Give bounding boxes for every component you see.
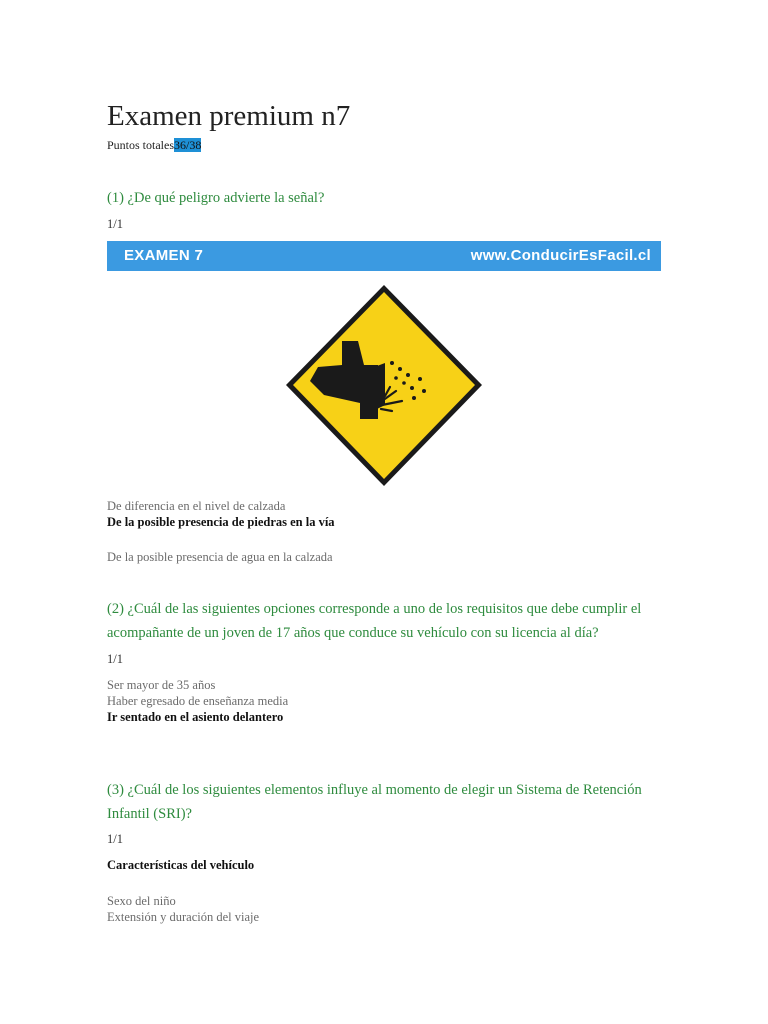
question-1-text: (1) ¿De qué peligro advierte la señal?: [107, 190, 325, 206]
question-3-option-1-selected[interactable]: Características del vehículo: [107, 858, 255, 872]
question-2-text: (2) ¿Cuál de las siguientes opciones corresponde a uno de los requisitos que debe cumplir el acompañante de un joven de 17 años que conduce su vehículo con su licencia al día?: [107, 601, 642, 641]
question-2-option-1[interactable]: Ser mayor de 35 años: [107, 678, 216, 692]
question-3-points: 1/1: [107, 832, 123, 846]
page-title: Examen premium n7: [107, 100, 351, 132]
exam-document: [107, 0, 667, 1024]
question-3-option-2[interactable]: Sexo del niño: [107, 894, 176, 908]
question-1-option-1[interactable]: De diferencia en el nivel de calzada: [107, 499, 286, 513]
exam-image-banner: [107, 241, 661, 271]
question-3-option-3[interactable]: Extensión y duración del viaje: [107, 910, 260, 924]
score-value: 36/38: [174, 138, 202, 152]
banner-exam-label: EXAMEN 7: [124, 247, 204, 264]
question-1-option-2-selected[interactable]: De la posible presencia de piedras en la vía: [107, 515, 335, 529]
banner-website: www.ConducirEsFacil.cl: [470, 247, 651, 264]
total-score: [107, 138, 201, 153]
loose-gravel-warning-sign-icon: [284, 283, 484, 488]
question-1-option-3[interactable]: De la posible presencia de agua en la calzada: [107, 550, 333, 564]
question-3-text: (3) ¿Cuál de los siguientes elementos influye al momento de elegir un Sistema de Retención Infantil (SRI)?: [107, 782, 642, 822]
question-2-option-2[interactable]: Haber egresado de enseñanza media: [107, 694, 289, 708]
question-2-points: 1/1: [107, 652, 123, 666]
question-2-option-3-selected[interactable]: Ir sentado en el asiento delantero: [107, 710, 284, 724]
score-label: Puntos totales: [107, 138, 175, 152]
question-1-points: 1/1: [107, 217, 123, 231]
